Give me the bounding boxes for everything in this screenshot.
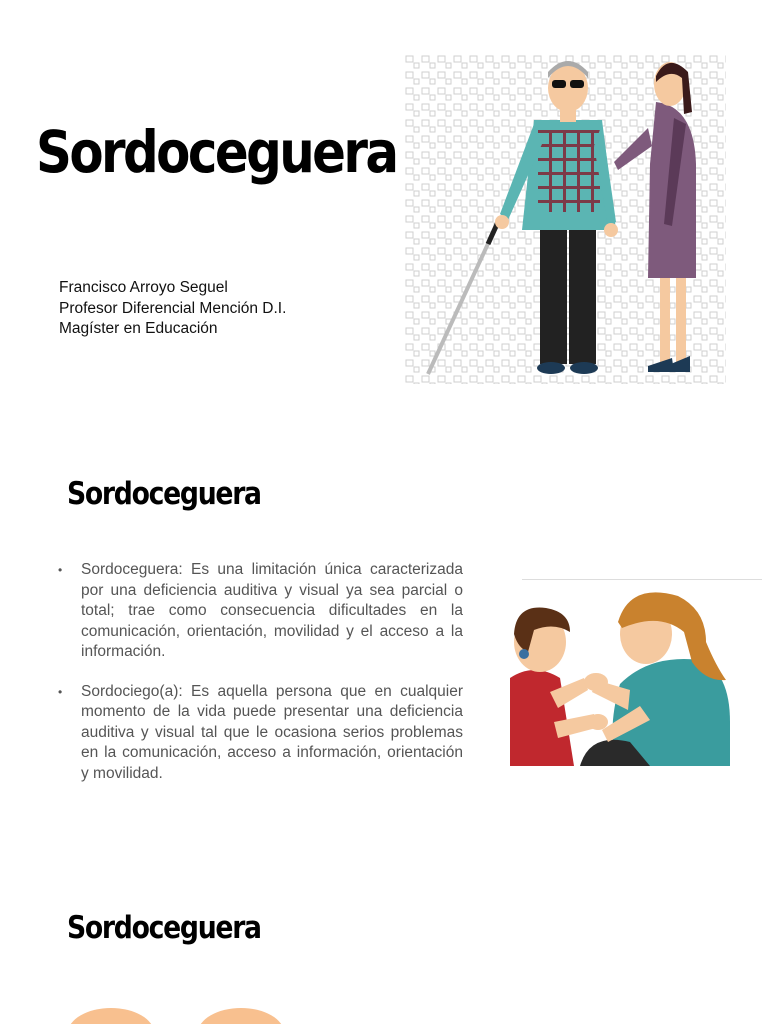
definition-sordoceguera: Sordoceguera: Es una limitación única caracterizada por una deficiencia auditiva y visual ya sea parcial o total; trae como consecuencia dificultades en la comunicación, orientación, movilidad y el acceso a la información.	[81, 561, 463, 660]
author-degree: Profesor Diferencial Mención D.I.	[59, 299, 287, 317]
third-slide	[0, 860, 768, 1024]
title-slide	[0, 0, 768, 420]
author-name: Francisco Arroyo Seguel	[59, 279, 228, 296]
tactile-signing-illustration-icon	[510, 582, 730, 766]
section-title: Sordoceguera	[67, 476, 261, 512]
decorative-shape	[68, 1008, 154, 1024]
definition-slide	[0, 420, 768, 860]
section-title: Sordoceguera	[67, 910, 261, 946]
decorative-shape	[198, 1008, 284, 1024]
list-item	[58, 682, 463, 785]
definition-sordociego: Sordociego(a): Es aquella persona que en cualquier momento de la vida puede presentar una deficiencia auditiva y visual tal que le ocasiona serios problemas en la comunicación, acceso a información, orientación y movilidad.	[81, 682, 463, 782]
author-masters: Magíster en Educación	[59, 320, 218, 337]
bullet-icon: •	[58, 684, 63, 699]
definition-list	[58, 560, 463, 803]
bullet-icon: •	[58, 563, 63, 577]
author-block	[59, 278, 286, 340]
main-title: Sordoceguera	[36, 118, 397, 186]
divider	[522, 579, 762, 580]
blind-man-illustration-icon	[404, 54, 726, 384]
list-item	[58, 560, 463, 663]
